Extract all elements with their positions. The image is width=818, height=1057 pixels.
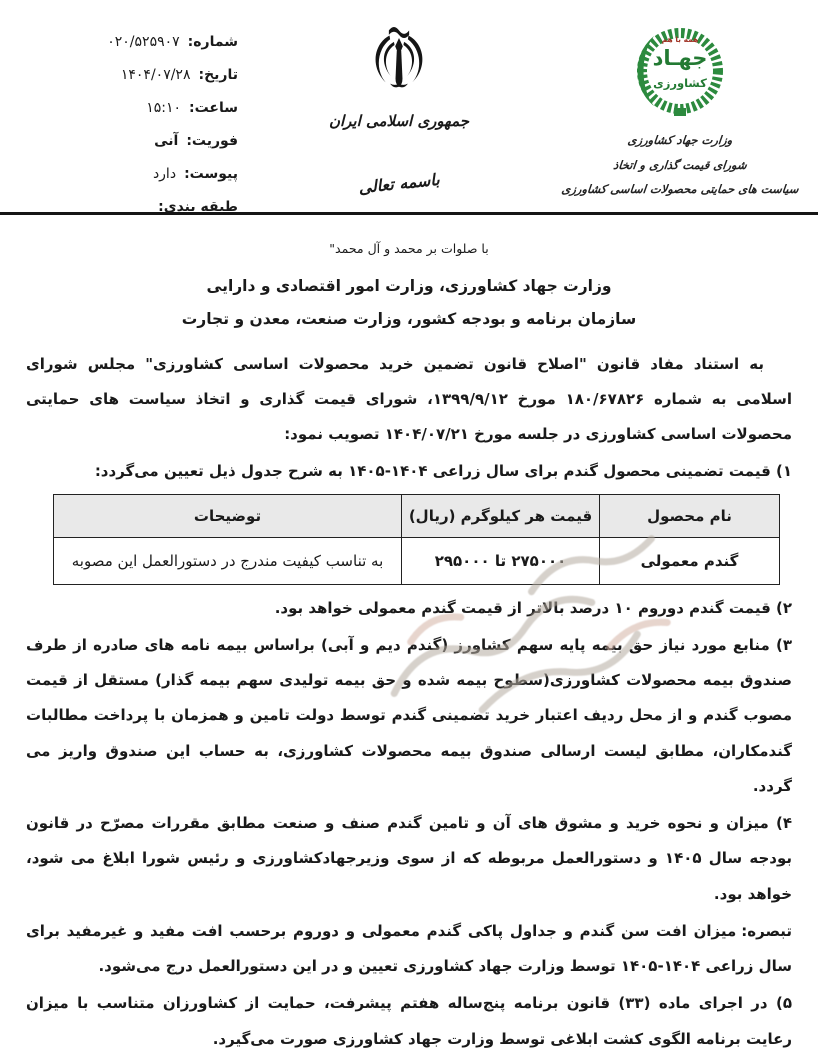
meta-urgency-label: فوریت:	[186, 133, 238, 149]
item-3-paragraph: ۳) منابع مورد نیاز حق بیمه پایه سهم کشاورز (گندم دیم و آبی) براساس بیمه نامه های صادره از طرف صندوق بیمه محصولات کشاورزی(سطوح بیمه شده و حق بیمه تولیدی سهم بیمه گذار) مستقل از قیمت مصوب گندم و از محل ردیف اعتبار خرید تضمینی گندم توسط دولت تامین و همزمان با پرداخت مطالبات گندمکاران، مطابق لیست ارسالی صندوق بیمه محصولات کشاورزی، به حساب این صندوق واریز می گردد.	[26, 635, 792, 795]
item-1-paragraph: ۱) قیمت تضمینی محصول گندم برای سال زراعی ۱۴۰۴-۱۴۰۵ به شرح جدول ذیل تعیین می‌گردد:	[94, 462, 792, 481]
addressees-block	[26, 270, 792, 337]
iran-emblem-icon	[361, 22, 437, 106]
besmele-calligraphy: باسمه تعالی	[357, 169, 441, 198]
meta-classification	[18, 199, 238, 232]
logo-name-line1: جهـاد	[652, 46, 708, 70]
cell-price: ۲۷۵۰۰۰ تا ۲۹۵۰۰۰	[402, 537, 600, 584]
col-header-product: نام محصول	[600, 494, 780, 537]
meta-attachment-label: پیوست:	[184, 166, 238, 182]
org-captions	[560, 128, 800, 202]
meta-number	[18, 34, 238, 67]
meta-date-label: تاریخ:	[198, 67, 238, 83]
salawat-line: با صلوات بر محمد و آل محمد"	[329, 241, 489, 256]
item-4-paragraph: ۴) میزان و نحوه خرید و مشوق های آن و تامین گندم صنف و صنعت مطابق مقررات مصرّح در قانون بودجه سال ۱۴۰۵ و دستورالعمل مربوطه که از سوی وزیرجهادکشاورزی و رئیس شورا ابلاغ می شود، خواهد بود.	[26, 814, 793, 903]
meta-attachment	[18, 166, 238, 199]
letter-body	[0, 241, 818, 1057]
meta-time-value: ۱۵:۱۰	[146, 100, 181, 116]
meta-number-value: ۰۲۰/۵۲۵۹۰۷	[107, 34, 180, 50]
logo-name-line2: کشاورزی	[653, 76, 707, 90]
note-text: میزان افت سن گندم و جداول پاکی گندم معمولی و دوروم برحسب افت مفید و غیرمفید برای سال زراعی ۱۴۰۴-۱۴۰۵ توسط وزارت جهاد کشاورزی تعیین و در این دستورالعمل درج می‌شود.	[26, 921, 792, 976]
meta-time	[18, 100, 238, 133]
price-table-header-row	[54, 494, 780, 537]
org-caption-council-2: سیاست های حمایتی محصولات اساسی کشاورزی	[560, 182, 800, 197]
intro-paragraph: به استناد مفاد قانون "اصلاح قانون تضمین خرید محصولات اساسی کشاورزی" مجلس شورای اسلامی به شماره ۱۸۰/۶۷۸۲۶ مورخ ۱۳۹۹/۹/۱۲، شورای قیمت گذاری و اتخاذ سیاست های حمایتی محصولات اساسی کشاورزی در جلسه مورخ ۱۴۰۴/۰۷/۲۱ تصویب نمود:	[26, 354, 792, 444]
note-label: تبصره:	[741, 921, 792, 940]
center-header-column	[274, 22, 524, 198]
item-5-paragraph: ۵) در اجرای ماده (۳۳) قانون برنامه پنج‌ساله هفتم پیشرفت، حمایت از کشاورزان متناسب با میزان رعایت برنامه الگوی کشت ابلاغی توسط وزارت جهاد کشاورزی صورت می‌گیرد.	[26, 994, 793, 1048]
logo-motto-text: همه با هم	[661, 35, 699, 44]
org-caption-ministry: وزارت جهاد کشاورزی	[626, 133, 734, 147]
addressee-line-1: وزارت جهاد کشاورزی، وزارت امور اقتصادی و دارایی	[206, 277, 612, 295]
meta-time-label: ساعت:	[188, 100, 238, 116]
jahad-keshavarzi-logo	[628, 22, 732, 120]
table-row	[54, 537, 780, 584]
meta-date	[18, 67, 238, 100]
emblem-caption: جمهوری اسلامی ایران	[328, 112, 470, 130]
cell-description: به تناسب کیفیت مندرج در دستورالعمل این مصوبه	[54, 537, 402, 584]
addressee-line-2: سازمان برنامه و بودجه کشور، وزارت صنعت، معدن و تجارت	[181, 310, 637, 329]
item-2-paragraph: ۲) قیمت گندم دوروم ۱۰ درصد بالاتر از قیمت گندم معمولی خواهد بود.	[274, 598, 792, 617]
guaranteed-price-table	[53, 494, 780, 585]
meta-classification-label: طبقه بندی:	[158, 199, 238, 215]
meta-urgency-value: آنی	[154, 133, 179, 149]
meta-urgency	[18, 133, 238, 166]
col-header-description: توضیحات	[54, 494, 402, 537]
letter-meta-block	[18, 22, 238, 232]
meta-number-label: شماره:	[187, 34, 238, 50]
meta-attachment-value: دارد	[152, 166, 177, 182]
org-header-column	[560, 22, 800, 202]
col-header-price: قیمت هر کیلوگرم (ریال)	[402, 494, 600, 537]
meta-date-value: ۱۴۰۴/۰۷/۲۸	[120, 67, 191, 83]
note-paragraph	[26, 914, 792, 985]
cell-product: گندم معمولی	[600, 537, 780, 584]
letterhead	[0, 0, 818, 215]
org-caption-council-1: شورای قیمت گذاری و اتخاذ	[612, 157, 748, 172]
